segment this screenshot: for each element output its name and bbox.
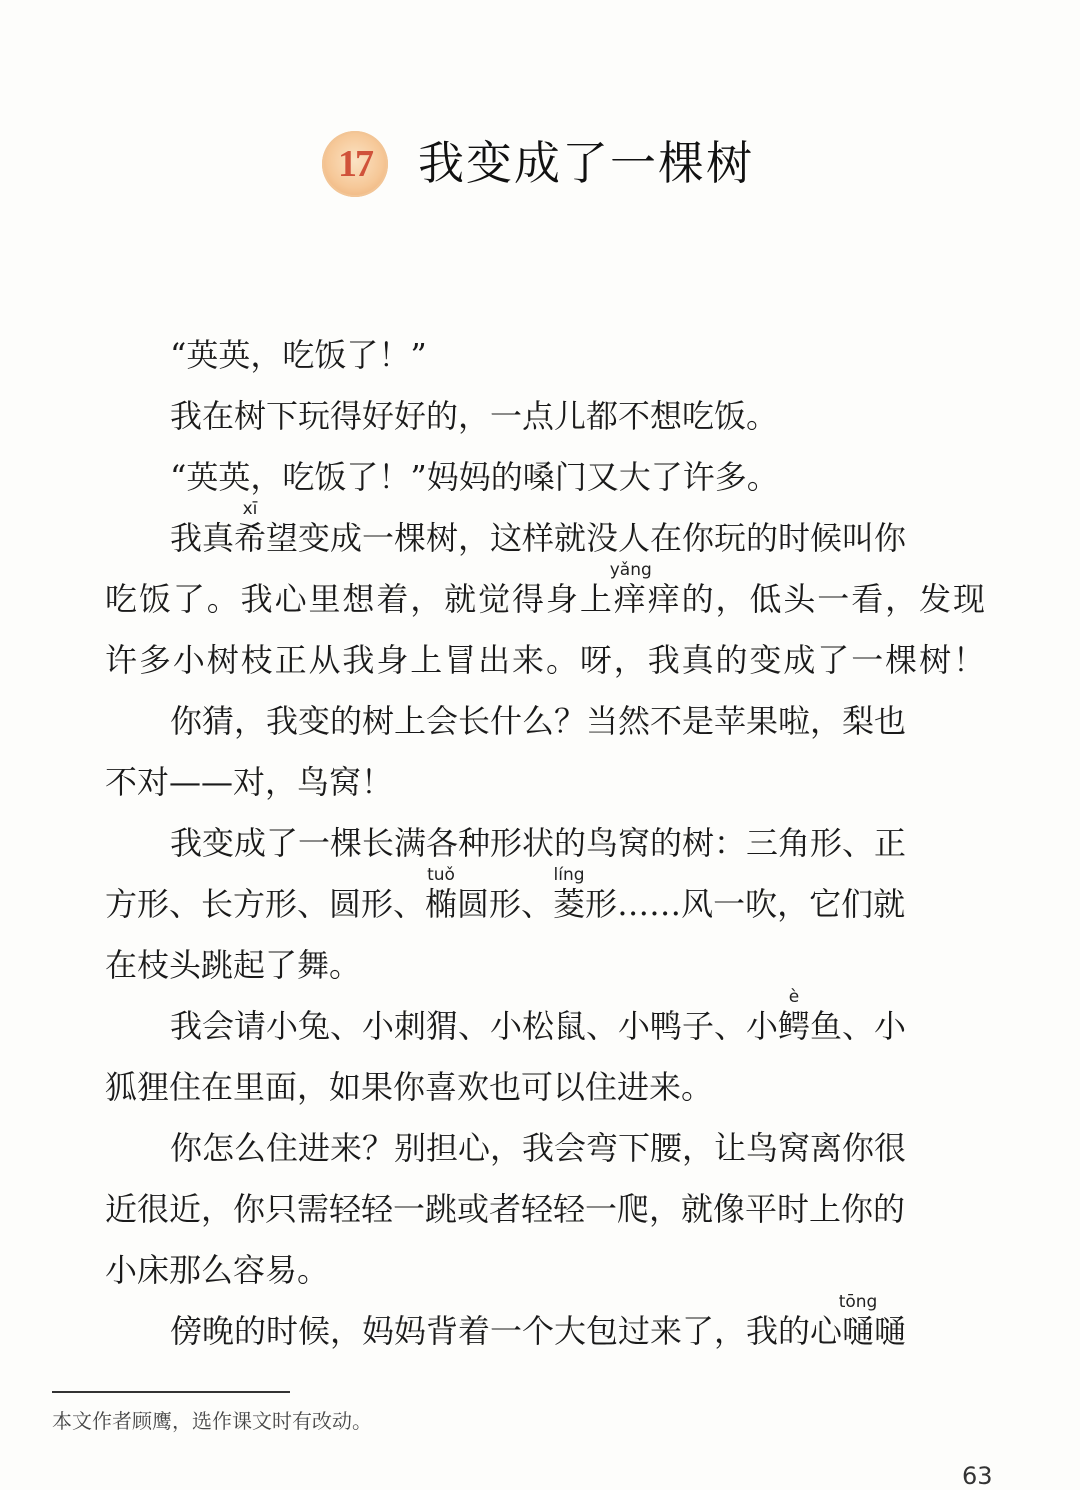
character: 希 xyxy=(234,519,267,557)
text-run: 小床那么容易。 xyxy=(105,1251,330,1289)
paragraph xyxy=(105,691,985,813)
text-line xyxy=(105,987,985,1057)
text-line xyxy=(105,813,985,874)
text-line xyxy=(105,935,985,996)
pinyin-annotation: tōng xyxy=(838,1292,878,1312)
text-run: “英英，吃饭了！” xyxy=(170,336,427,374)
paragraph xyxy=(105,325,985,386)
character: 椭 xyxy=(425,885,458,923)
text-run: 鱼、小 xyxy=(810,1007,907,1045)
text-run: 嗵 xyxy=(874,1312,907,1350)
page-number: 63 xyxy=(962,1462,993,1490)
paragraph xyxy=(105,499,985,691)
annotated-character xyxy=(553,865,586,923)
text-run: 我真 xyxy=(170,519,235,557)
annotated-character xyxy=(425,865,458,923)
footnote: 本文作者顾鹰，选作课文时有改动。 xyxy=(52,1409,372,1433)
pinyin-annotation: tuǒ xyxy=(427,865,455,885)
text-line xyxy=(105,865,985,935)
text-run: 吃饭了。我心里想着，就觉得身上 xyxy=(105,580,614,618)
text-run: 圆形、 xyxy=(457,885,554,923)
annotated-character xyxy=(778,987,811,1045)
text-run: 我会请小兔、小刺猬、小松鼠、小鸭子、小 xyxy=(170,1007,779,1045)
pinyin-annotation: è xyxy=(788,987,800,1007)
text-line xyxy=(105,386,985,447)
lesson-number-badge xyxy=(322,131,388,197)
text-run: 你猜，我变的树上会长什么？当然不是苹果啦，梨也 xyxy=(170,702,907,740)
text-run: 形……风一吹，它们就 xyxy=(585,885,906,923)
text-run: 傍晚的时候，妈妈背着一个大包过来了，我的心 xyxy=(170,1312,843,1350)
paragraph xyxy=(105,813,985,996)
text-run: 你怎么住进来？别担心，我会弯下腰，让鸟窝离你很 xyxy=(170,1129,907,1167)
lesson-number: 17 xyxy=(338,143,372,185)
pinyin-annotation: xī xyxy=(242,499,258,519)
text-run: 近很近，你只需轻轻一跳或者轻轻一爬，就像平时上你的 xyxy=(105,1190,906,1228)
text-line xyxy=(105,691,985,752)
text-run: “英英，吃饭了！”妈妈的嗓门又大了许多。 xyxy=(170,458,779,496)
text-line xyxy=(105,447,985,508)
footnote-divider xyxy=(52,1391,290,1393)
text-line xyxy=(105,1179,985,1240)
text-line xyxy=(105,752,985,813)
annotated-character xyxy=(609,560,652,618)
text-line xyxy=(105,560,985,630)
text-line xyxy=(105,1057,985,1118)
paragraph xyxy=(105,1118,985,1301)
paragraph xyxy=(105,386,985,447)
text-run: 痒的，低头一看，发现 xyxy=(647,580,985,618)
lesson-body xyxy=(105,325,985,1362)
text-run: 不对——对，鸟窝！ xyxy=(105,763,394,801)
text-line xyxy=(105,325,985,386)
text-run: 在枝头跳起了舞。 xyxy=(105,946,362,984)
text-run: 我在树下玩得好好的，一点儿都不想吃饭。 xyxy=(170,397,779,435)
paragraph xyxy=(105,447,985,508)
paragraph xyxy=(105,1292,985,1362)
text-run: 许多小树枝正从我身上冒出来。呀，我真的变成了一棵树！ xyxy=(105,641,985,679)
text-line xyxy=(105,1118,985,1179)
text-run: 狐狸住在里面，如果你喜欢也可以住进来。 xyxy=(105,1068,714,1106)
text-run: 方形、长方形、圆形、 xyxy=(105,885,426,923)
text-run: 望变成一棵树，这样就没人在你玩的时候叫你 xyxy=(266,519,907,557)
text-line xyxy=(105,630,985,691)
character: 鳄 xyxy=(778,1007,811,1045)
text-line xyxy=(105,1292,985,1362)
character: 痒 xyxy=(613,580,648,618)
pinyin-annotation: yǎng xyxy=(609,560,652,580)
annotated-character xyxy=(838,1292,878,1350)
text-line xyxy=(105,499,985,569)
paragraph xyxy=(105,987,985,1118)
annotated-character xyxy=(234,499,267,557)
character: 嗵 xyxy=(842,1312,875,1350)
pinyin-annotation: líng xyxy=(553,865,585,885)
character: 菱 xyxy=(553,885,586,923)
lesson-title: 我变成了一棵树 xyxy=(418,136,754,190)
text-run: 我变成了一棵长满各种形状的鸟窝的树：三角形、正 xyxy=(170,824,907,862)
